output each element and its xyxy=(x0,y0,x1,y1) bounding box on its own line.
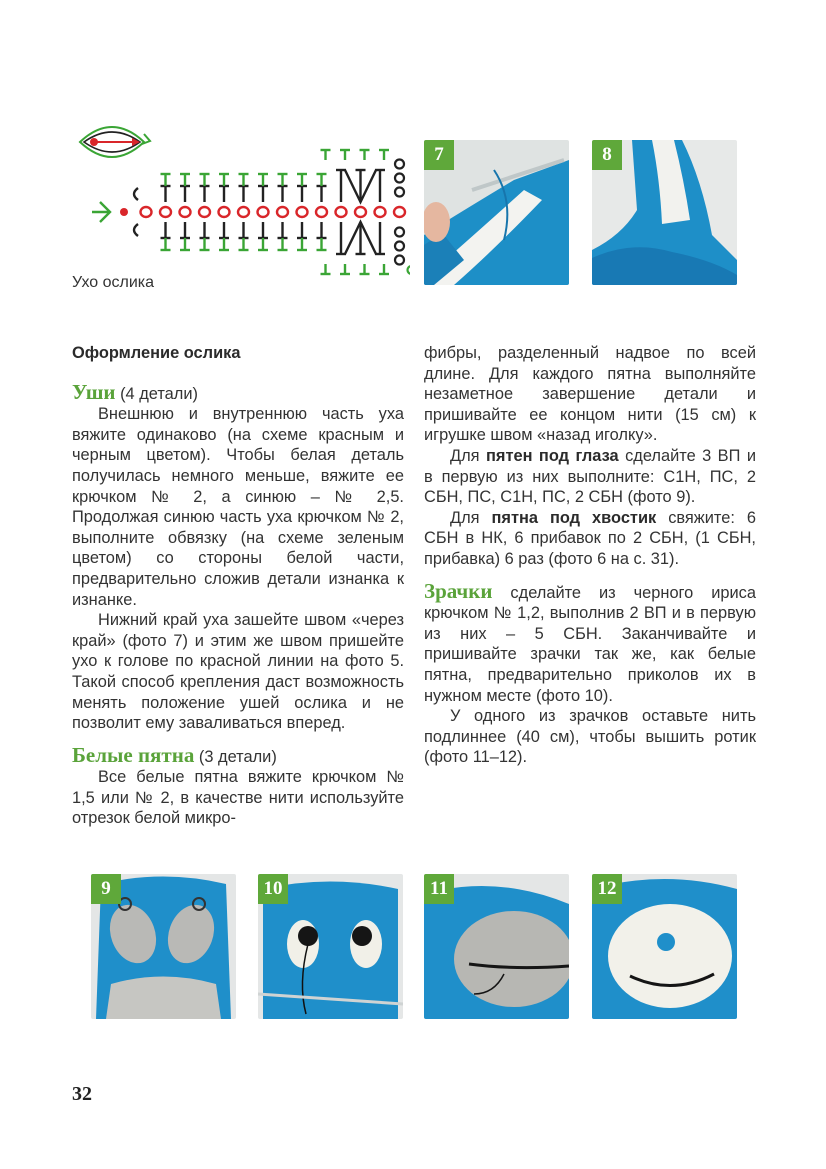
ear-chart-svg xyxy=(70,120,410,285)
diagram-caption: Ухо ослика xyxy=(72,274,155,291)
edge-chain xyxy=(395,174,404,183)
chain-stitch xyxy=(277,207,288,217)
spots-p2-pre: Для xyxy=(450,446,486,465)
photo-number-badge: 7 xyxy=(424,140,454,170)
photo-number-badge: 9 xyxy=(91,874,121,904)
chain-stitch xyxy=(258,207,269,217)
spots-paragraph-1: Все белые пятна вяжите крючком № 1,5 или № 2, в качестве нити используйте отрезок белой микро- xyxy=(72,768,404,828)
chain-stitch xyxy=(336,207,347,217)
turning-stitch xyxy=(134,188,138,200)
ears-paragraph-2: Нижний край уха зашейте швом «через край» (фото 7) и этим же швом пришейте ухо к голове по красной линии на фото 5. Такой способ крепления даст возможность менять положение ушей ослика и не позволит ему заваливаться вперед. xyxy=(72,611,404,733)
chain-stitch xyxy=(199,207,210,217)
spots-p3-bold: пятна под хвостик xyxy=(491,508,657,527)
ears-paragraph-1: Внешнюю и внутреннюю часть уха вяжите одинаково (на схеме красным и черным цветом). Чтобы белая деталь получилась немного меньше, вяжите ее крючком № 2, а синюю – № 2,5. Продолжая синюю часть уха крючком № 2, выполните обвязку (на схеме зеленым цветом) со стороны белой части, предварительно сложив детали изнанка к изнанке. xyxy=(72,405,404,609)
chain-stitch xyxy=(297,207,308,217)
crochet-diagram xyxy=(70,120,410,285)
ears-heading-title: Уши xyxy=(72,379,116,404)
edge-chain xyxy=(395,188,404,197)
edge-chain xyxy=(395,160,404,169)
chain-stitch xyxy=(160,207,171,217)
spots-paragraph-1-continued: фибры, разделенный надвое по всей длине. Для каждого пятна выполняйте незаметное завершение детали и пришивайте ее концом нити (15 см) к игрушке швом «назад иголку». xyxy=(424,344,756,445)
photo-number-badge: 10 xyxy=(258,874,288,904)
pupils-paragraph-1 xyxy=(424,578,756,707)
spots-heading-title: Белые пятна xyxy=(72,742,195,767)
edge-chain xyxy=(395,256,404,265)
chain-stitch xyxy=(394,207,405,217)
photo-number-badge: 12 xyxy=(592,874,622,904)
spots-paragraph-2 xyxy=(424,446,756,508)
page-number: 32 xyxy=(72,1083,92,1105)
text-column-right xyxy=(424,343,756,768)
ears-heading-note: (4 детали) xyxy=(115,384,198,403)
pupils-heading-title: Зрачки xyxy=(424,578,493,603)
chain-stitch xyxy=(141,207,152,217)
photo-8 xyxy=(592,140,737,285)
ear-direction-icon xyxy=(80,127,150,157)
photo-9 xyxy=(91,874,236,1019)
chain-start-dot xyxy=(120,208,128,216)
stitch-marks xyxy=(92,150,410,274)
text-column-left xyxy=(72,343,404,829)
pupils-paragraph-2: У одного из зрачков оставьте нить подлиннее (40 см), чтобы вышить ротик (фото 11–12). xyxy=(424,707,756,767)
spots-heading xyxy=(72,742,404,768)
chain-stitch xyxy=(238,207,249,217)
photo-number-badge: 8 xyxy=(592,140,622,170)
spots-heading-note: (3 детали) xyxy=(194,747,277,766)
spots-paragraph-3 xyxy=(424,508,756,570)
spots-p3-pre: Для xyxy=(450,508,492,527)
spots-p2-post: сделайте 3 ВП и в первую из них выполните: С1Н, ПС, 2 СБН, ПС, С1Н, ПС, 2 СБН (фото 9). xyxy=(424,446,756,507)
photo-11 xyxy=(424,874,569,1019)
chain-stitch xyxy=(180,207,191,217)
chain-stitch xyxy=(316,207,327,217)
photo-12 xyxy=(592,874,737,1019)
turning-stitch xyxy=(134,224,138,236)
section-title: Оформление ослика xyxy=(72,344,241,362)
start-marker xyxy=(92,202,110,222)
chain-stitch xyxy=(219,207,230,217)
chain-stitch xyxy=(375,207,386,217)
pupils-p1-text: сделайте из черного ириса крючком № 1,2, выполнив 2 ВП и в первую из них – 5 СБН. Заканчивайте и пришивайте зрачки так же, как белые пятна, предварительно приколов их в нужном месте (фото 10). xyxy=(424,583,756,705)
photo-7 xyxy=(424,140,569,285)
spots-p3-post: свяжите: 6 СБН в НК, 6 прибавок по 2 СБН, (1 СБН, прибавка) 6 раз (фото 6 на с. 31). xyxy=(424,508,756,568)
edge-chain xyxy=(395,242,404,251)
spots-p2-bold: пятен под глаза xyxy=(485,446,619,465)
chain-stitch xyxy=(355,207,366,217)
edge-chain xyxy=(395,228,404,237)
edge-green-chain xyxy=(408,266,411,274)
photo-number-badge: 11 xyxy=(424,874,454,904)
ears-heading xyxy=(72,379,404,405)
photo-10 xyxy=(258,874,403,1019)
